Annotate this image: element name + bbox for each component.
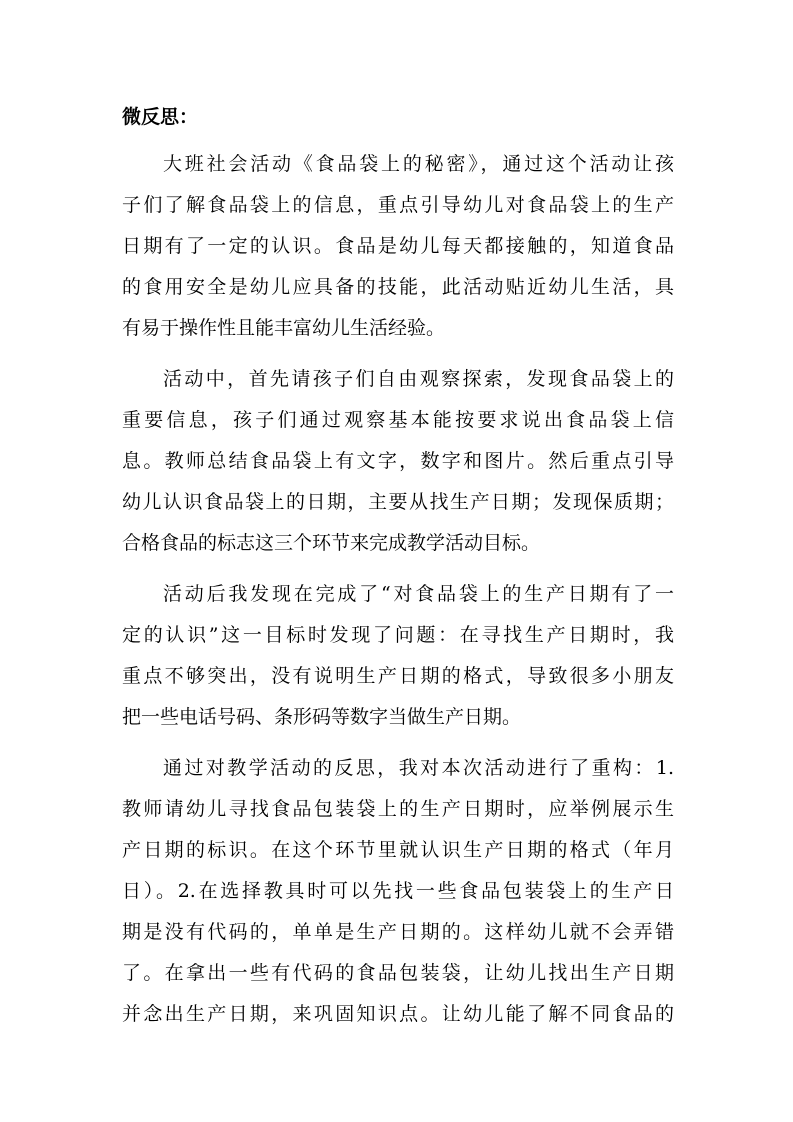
text-line: 日期有了一定的认识。食品是幼儿每天都接触的，知道食品 — [122, 235, 674, 257]
text-line: 息。教师总结食品袋上有文字，数字和图片。然后重点引导 — [122, 450, 674, 472]
text-line: 通过对教学活动的反思，我对本次活动进行了重构：1. — [163, 757, 674, 779]
text-line: 期是没有代码的，单单是生产日期的。这样幼儿就不会弄错 — [122, 921, 674, 943]
paragraph-2 — [122, 359, 674, 564]
text-line: 产日期的标识。在这个环节里就认识生产日期的格式（年月 — [122, 839, 674, 861]
text-line: 重点不够突出，没有说明生产日期的格式，导致很多小朋友 — [122, 665, 674, 687]
text-line: 活动中，首先请孩子们自由观察探索，发现食品袋上的 — [163, 368, 674, 390]
text-line: 有易于操作性且能丰富幼儿生活经验。 — [122, 317, 446, 339]
text-line: 教师请幼儿寻找食品包装袋上的生产日期时，应举例展示生 — [122, 798, 674, 820]
body-text — [122, 144, 674, 1035]
text-line: 活动后我发现在完成了“对食品袋上的生产日期有了一 — [163, 583, 674, 605]
text-line: 幼儿认识食品袋上的日期，主要从找生产日期；发现保质期； — [122, 491, 674, 513]
text-line: 合格食品的标志这三个环节来完成教学活动目标。 — [122, 532, 541, 554]
text-line: 日）。2.在选择教具时可以先找一些食品包装袋上的生产日 — [122, 880, 674, 902]
text-line: 并念出生产日期，来巩固知识点。让幼儿能了解不同食品的 — [122, 1003, 674, 1025]
text-line: 重要信息，孩子们通过观察基本能按要求说出食品袋上信 — [122, 409, 674, 431]
paragraph-1 — [122, 144, 674, 349]
text-line: 把一些电话号码、条形码等数字当做生产日期。 — [122, 706, 522, 728]
paragraph-4 — [122, 748, 674, 1035]
paragraph-3 — [122, 574, 674, 738]
text-line: 的食用安全是幼儿应具备的技能，此活动贴近幼儿生活，具 — [122, 276, 674, 298]
section-heading: 微反思： — [122, 106, 199, 128]
text-line: 定的认识”这一目标时发现了问题：在寻找生产日期时，我 — [122, 624, 674, 646]
text-line: 子们了解食品袋上的信息，重点引导幼儿对食品袋上的生产 — [122, 194, 674, 216]
text-line: 大班社会活动《食品袋上的秘密》，通过这个活动让孩 — [163, 153, 674, 175]
text-line: 了。在拿出一些有代码的食品包装袋，让幼儿找出生产日期 — [122, 962, 674, 984]
